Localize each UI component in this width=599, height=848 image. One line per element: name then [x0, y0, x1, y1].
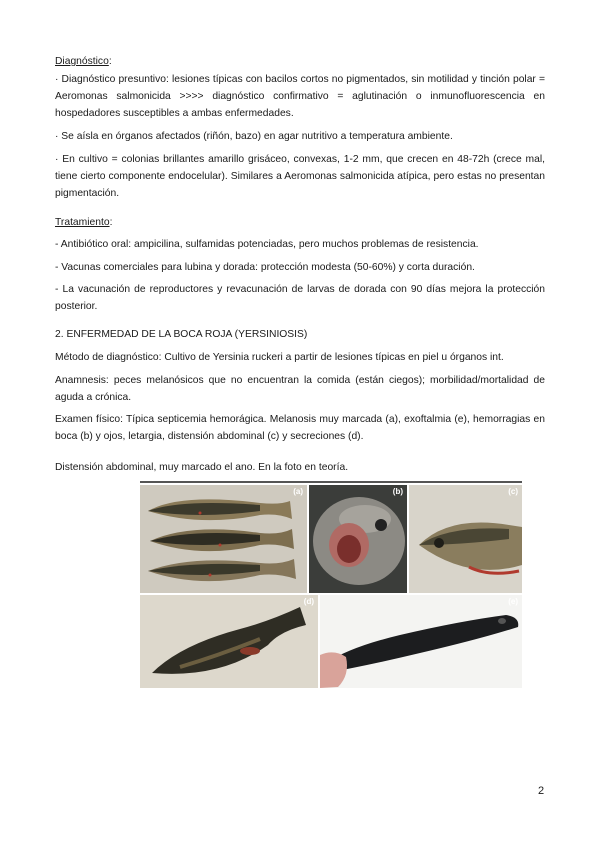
photo-panel-a: [140, 485, 307, 593]
diagnostico-heading: [55, 53, 545, 70]
photo-panel-c: [409, 485, 522, 593]
tratamiento-paragraph-3: - La vacunación de reproductores y revacunación de larvas de dorada con 90 días mejora la protección posterior.: [55, 284, 545, 312]
distension-paragraph: Distensión abdominal, muy marcado el ano. En la foto en teoría.: [55, 462, 349, 473]
diagnostico-paragraph-2: · Se aísla en órganos afectados (riñón, bazo) en agar nutritivo a temperatura ambiente.: [55, 131, 453, 142]
fish-photo-figure: [140, 481, 522, 688]
panel-e-image: [320, 595, 522, 688]
figure-top-rule: [140, 481, 522, 483]
examen-fisico-paragraph: Examen físico: Típica septicemia hemorágica. Melanosis muy marcada (a), exoftalmia (e), hemorragias en boca (b) y ojos, letargia, distensión abdominal (c) y secreciones (d).: [55, 414, 545, 442]
tratamiento-paragraph-2: - Vacunas comerciales para lubina y dorada: protección modesta (50-60%) y corta duración.: [55, 262, 475, 273]
panel-b-label: (b): [392, 487, 403, 496]
page-number: 2: [538, 785, 545, 797]
panel-d-label: (d): [303, 597, 314, 606]
tratamiento-heading: [55, 214, 545, 231]
panel-b-image: [309, 485, 407, 593]
photo-panel-b: [309, 485, 407, 593]
diagnostico-paragraph-1: · Diagnóstico presuntivo: lesiones típicas con bacilos cortos no pigmentados, sin motilidad y tinción polar = Aeromonas salmonicida >>>> diagnóstico confirmativo = aglutinación o inmunofluorescencia en hospedadores susceptibles a ambas enfermedades.: [55, 74, 545, 119]
section-heading-boca-roja: 2. ENFERMEDAD DE LA BOCA ROJA (YERSINIOSIS): [55, 329, 308, 340]
diagnostico-paragraph-3: · En cultivo = colonias brillantes amarillo grisáceo, convexas, 1-2 mm, que crecen en 48-72h (crece mal, tiene cierto componente endocelular). Similares a Aeromonas salmonicida atípica, pero estas no presentan pigmentación.: [55, 154, 545, 199]
panel-d-image: [140, 595, 318, 688]
panel-a-image: [140, 485, 307, 593]
panel-c-label: (c): [508, 487, 518, 496]
panel-c-image: [409, 485, 522, 593]
heading-colon: :: [109, 217, 113, 228]
metodo-diagnostico-paragraph: Método de diagnóstico: Cultivo de Yersinia ruckeri a partir de lesiones típicas en piel u órganos int.: [55, 352, 504, 363]
heading-colon: :: [108, 56, 112, 67]
tratamiento-heading-text: Tratamiento: [55, 217, 110, 228]
panel-e-label: (e): [508, 597, 518, 606]
tratamiento-paragraph-1: - Antibiótico oral: ampicilina, sulfamidas potenciadas, pero muchos problemas de resistencia.: [55, 239, 479, 250]
photo-panel-e: [320, 595, 522, 688]
anamnesis-paragraph: Anamnesis: peces melanósicos que no encuentran la comida (están ciegos); morbilidad/mortalidad de aguda a crónica.: [55, 375, 545, 403]
diagnostico-heading-text: Diagnóstico: [55, 56, 109, 67]
panel-a-label: (a): [293, 487, 303, 496]
photo-panel-d: [140, 595, 318, 688]
